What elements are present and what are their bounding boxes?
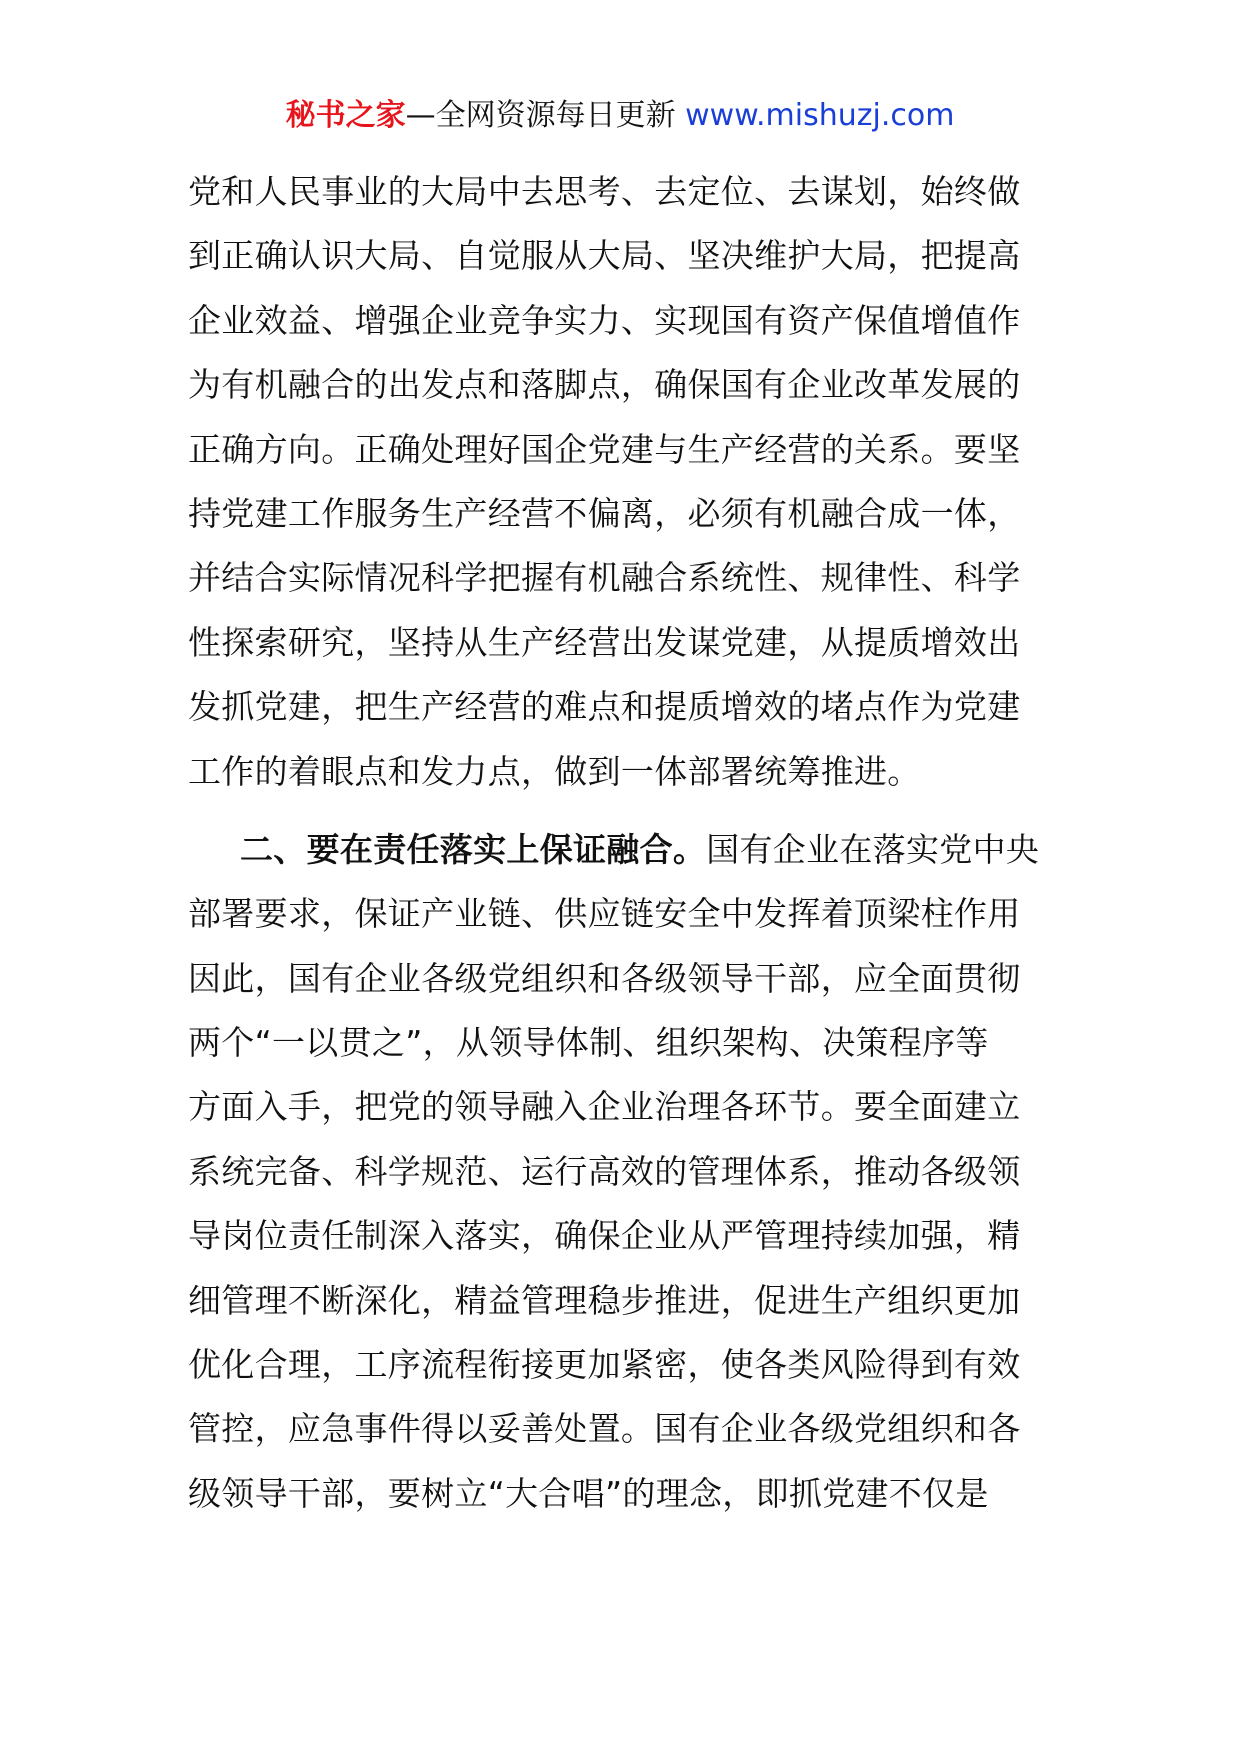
site-header — [0, 96, 1240, 136]
text-line: 优化合理，工序流程衔接更加紧密，使各类风险得到有效 — [188, 1345, 1021, 1385]
text-line: 级领导干部，要树立“大合唱”的理念，即抓党建不仅是 — [188, 1473, 989, 1513]
section-heading: 二、要在责任落实上保证融合。 — [240, 829, 707, 869]
paragraph-1 — [188, 160, 1058, 804]
text-line: 部署要求，保证产业链、供应链安全中发挥着顶梁柱作用 — [188, 894, 1021, 934]
text-line: 两个“一以贯之”，从领导体制、组织架构、决策程序等 — [188, 1023, 989, 1063]
text-line: 细管理不断深化，精益管理稳步推进，促进生产组织更加 — [188, 1280, 1021, 1320]
site-tagline: —全网资源每日更新 — [405, 98, 686, 133]
text-line: 性探索研究，坚持从生产经营出发谋党建，从提质增效出 — [188, 622, 1021, 662]
text-line: 因此，国有企业各级党组织和各级领导干部，应全面贯彻 — [188, 958, 1021, 998]
paragraph-2 — [188, 818, 1058, 1526]
text-line: 持党建工作服务生产经营不偏离，必须有机融合成一体， — [188, 493, 1021, 533]
text-line: 并结合实际情况科学把握有机融合系统性、规律性、科学 — [188, 558, 1021, 598]
text-line: 工作的着眼点和发力点，做到一体部署统筹推进。 — [188, 751, 921, 791]
site-url-link[interactable]: www.mishuzj.com — [685, 98, 955, 133]
text-line: 系统完备、科学规范、运行高效的管理体系，推动各级领 — [188, 1151, 1021, 1191]
text-line-first — [188, 818, 1058, 882]
text-line: 方面入手，把党的领导融入企业治理各环节。要全面建立 — [188, 1087, 1021, 1127]
text-line: 导岗位责任制深入落实，确保企业从严管理持续加强，精 — [188, 1216, 1021, 1256]
text-line: 管控，应急事件得以妥善处置。国有企业各级党组织和各 — [188, 1409, 1021, 1449]
document-body — [188, 160, 1058, 1526]
text-line: 正确方向。正确处理好国企党建与生产经营的关系。要坚 — [188, 429, 1021, 469]
heading-line-rest: 国有企业在落实党中央 — [706, 829, 1040, 869]
paragraph-gap — [188, 804, 1058, 818]
text-line: 发抓党建，把生产经营的难点和提质增效的堵点作为党建 — [188, 687, 1021, 727]
text-line: 为有机融合的出发点和落脚点，确保国有企业改革发展的 — [188, 365, 1021, 405]
site-brand: 秘书之家 — [285, 98, 406, 133]
text-line: 党和人民事业的大局中去思考、去定位、去谋划，始终做 — [188, 172, 1021, 211]
text-line: 企业效益、增强企业竞争实力、实现国有资产保值增值作 — [188, 300, 1021, 340]
text-line: 到正确认识大局、自觉服从大局、坚决维护大局，把提高 — [188, 236, 1021, 276]
